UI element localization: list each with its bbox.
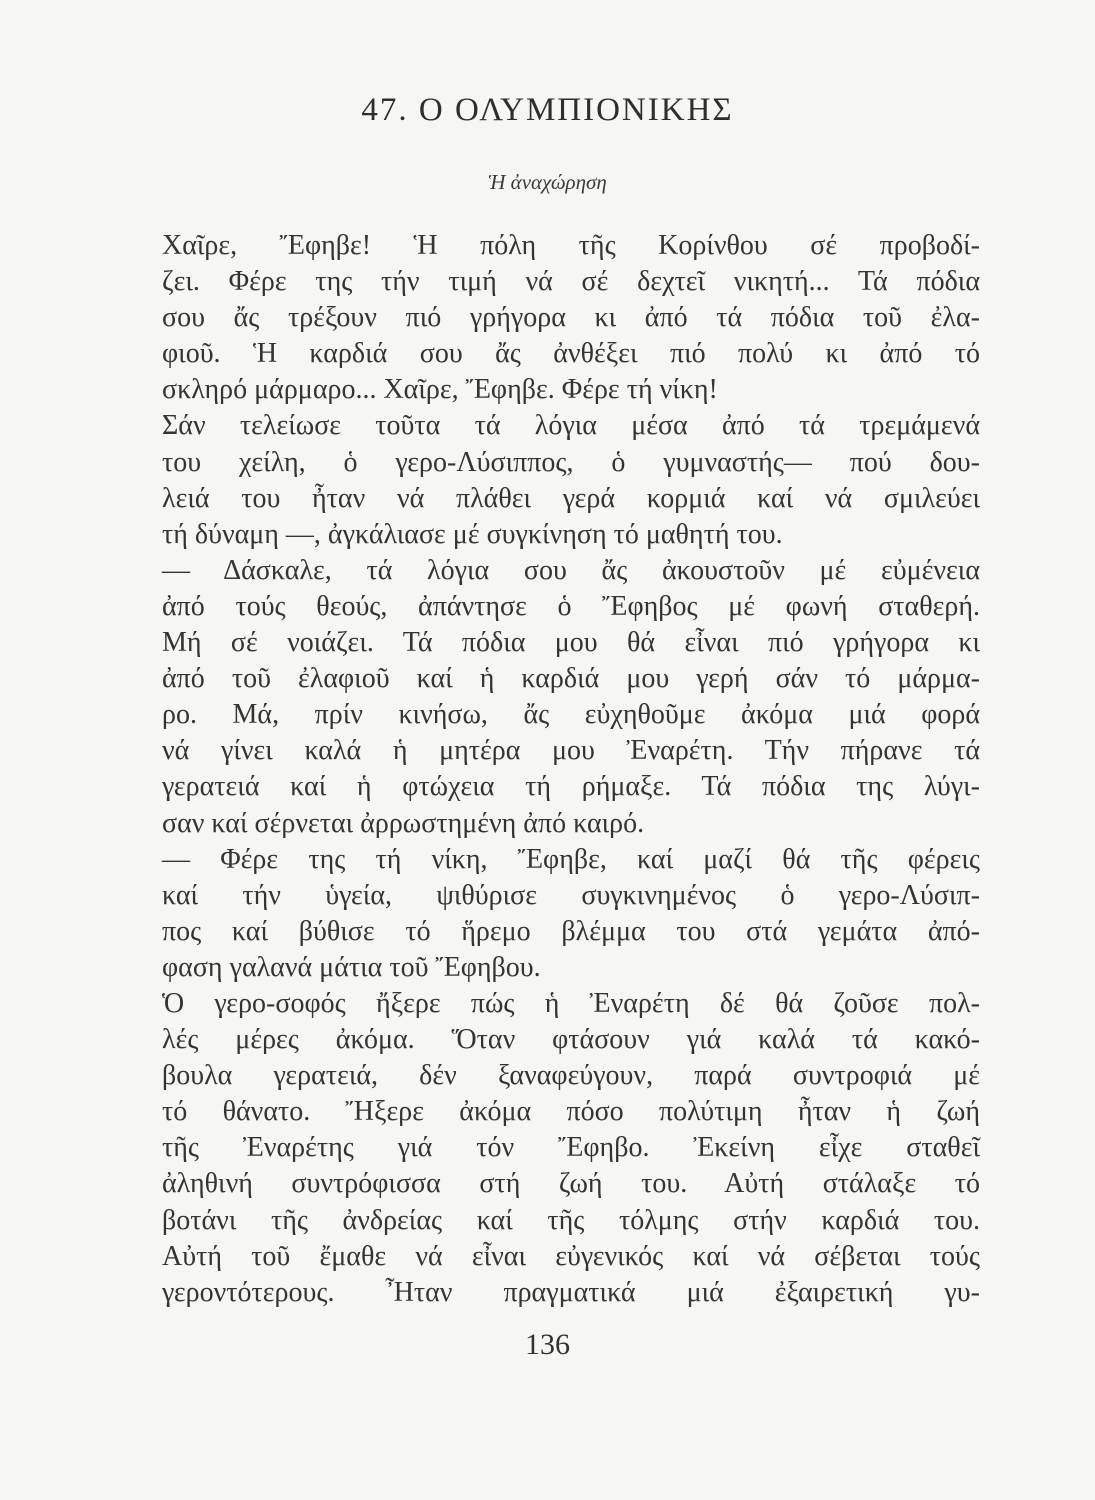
text-line: πος καί βύθισε τό ἥρεμο βλέμμα του στά γεμάτα ἀπό- (162, 915, 980, 947)
page-number: 136 (525, 1328, 570, 1361)
text-line: σκληρό μάρμαρο... Χαῖρε, Ἔφηβε. Φέρε τή νίκη! (162, 374, 718, 406)
text-line: ἀπό τούς θεούς, ἀπάντησε ὁ Ἔφηβος μέ φωνή σταθερή. (162, 590, 980, 622)
text-line: καί τήν ὑγεία, ψιθύρισε συγκινημένος ὁ γερο-Λύσιπ- (162, 879, 980, 911)
text-line: ἀπό τοῦ ἐλαφιοῦ καί ἡ καρδιά μου γερή σάν τό μάρμα- (162, 663, 980, 695)
text-line: λειά του ἦταν νά πλάθει γερά κορμιά καί νά σμιλεύει (162, 482, 980, 514)
text-line: Μή σέ νοιάζει. Τά πόδια μου θά εἶναι πιό γρήγορα κι (162, 627, 980, 659)
text-line: ἀληθινή συντρόφισσα στή ζωή του. Αὐτή στάλαξε τό (162, 1168, 980, 1200)
text-line: — Φέρε της τή νίκη, Ἔφηβε, καί μαζί θά τῆς φέρεις (162, 843, 980, 875)
text-line: Ὁ γερο-σοφός ἤξερε πώς ἡ Ἐναρέτη δέ θά ζοῦσε πολ- (162, 987, 980, 1019)
text-line: φαση γαλανά μάτια τοῦ Ἔφηβου. (162, 951, 541, 983)
body-text (162, 228, 980, 1311)
text-line: νά γίνει καλά ἡ μητέρα μου Ἐναρέτη. Τήν πήρανε τά (162, 735, 980, 767)
text-line: Αὐτή τοῦ ἔμαθε νά εἶναι εὐγενικός καί νά σέβεται τούς (162, 1240, 980, 1272)
text-line: γερατειά καί ἡ φτώχεια τή ρήμαξε. Τά πόδια της λύγι- (162, 771, 980, 803)
chapter-subtitle: Ἡ ἀναχώρηση (488, 170, 607, 194)
text-line: — Δάσκαλε, τά λόγια σου ἄς ἀκουστοῦν μέ εὐμένεια (162, 554, 980, 586)
text-line: του χείλη, ὁ γερο-Λύσιππος, ὁ γυμναστής— πού δου- (162, 446, 980, 478)
text-line: ρο. Μά, πρίν κινήσω, ἄς εὐχηθοῦμε ἀκόμα μιά φορά (162, 699, 980, 731)
text-line: Χαῖρε, Ἔφηβε! Ἡ πόλη τῆς Κορίνθου σέ προβοδί- (162, 230, 980, 261)
text-line: γεροντότερους. Ἦταν πραγματικά μιά ἐξαιρετική γυ- (162, 1276, 980, 1308)
text-line: σαν καί σέρνεται ἀρρωστημένη ἀπό καιρό. (162, 807, 645, 839)
text-line: φιοῦ. Ἡ καρδιά σου ἄς ἀνθέξει πιό πολύ κι ἀπό τό (162, 338, 980, 370)
text-line: λές μέρες ἀκόμα. Ὅταν φτάσουν γιά καλά τά κακό- (162, 1024, 980, 1056)
text-line: σου ἄς τρέξουν πιό γρήγορα κι ἀπό τά πόδια τοῦ ἐλα- (162, 302, 980, 334)
text-line: Σάν τελείωσε τοῦτα τά λόγια μέσα ἀπό τά τρεμάμενά (162, 410, 980, 442)
text-line: τῆς Ἐναρέτης γιά τόν Ἔφηβο. Ἐκείνη εἶχε σταθεῖ (162, 1132, 980, 1164)
chapter-title: 47. Ο ΟΛΥΜΠΙΟΝΙΚΗΣ (361, 92, 734, 128)
text-line: βουλα γερατειά, δέν ξαναφεύγουν, παρά συντροφιά μέ (162, 1060, 980, 1092)
text-line: ζει. Φέρε της τήν τιμή νά σέ δεχτεῖ νικητή... Τά πόδια (162, 266, 980, 298)
text-line: βοτάνι τῆς ἀνδρείας καί τῆς τόλμης στήν καρδιά του. (162, 1204, 980, 1236)
text-line: τή δύναμη —, ἀγκάλιασε μέ συγκίνηση τό μαθητή του. (162, 518, 783, 550)
text-line: τό θάνατο. Ἤξερε ἀκόμα πόσο πολύτιμη ἦταν ἡ ζωή (162, 1096, 980, 1128)
